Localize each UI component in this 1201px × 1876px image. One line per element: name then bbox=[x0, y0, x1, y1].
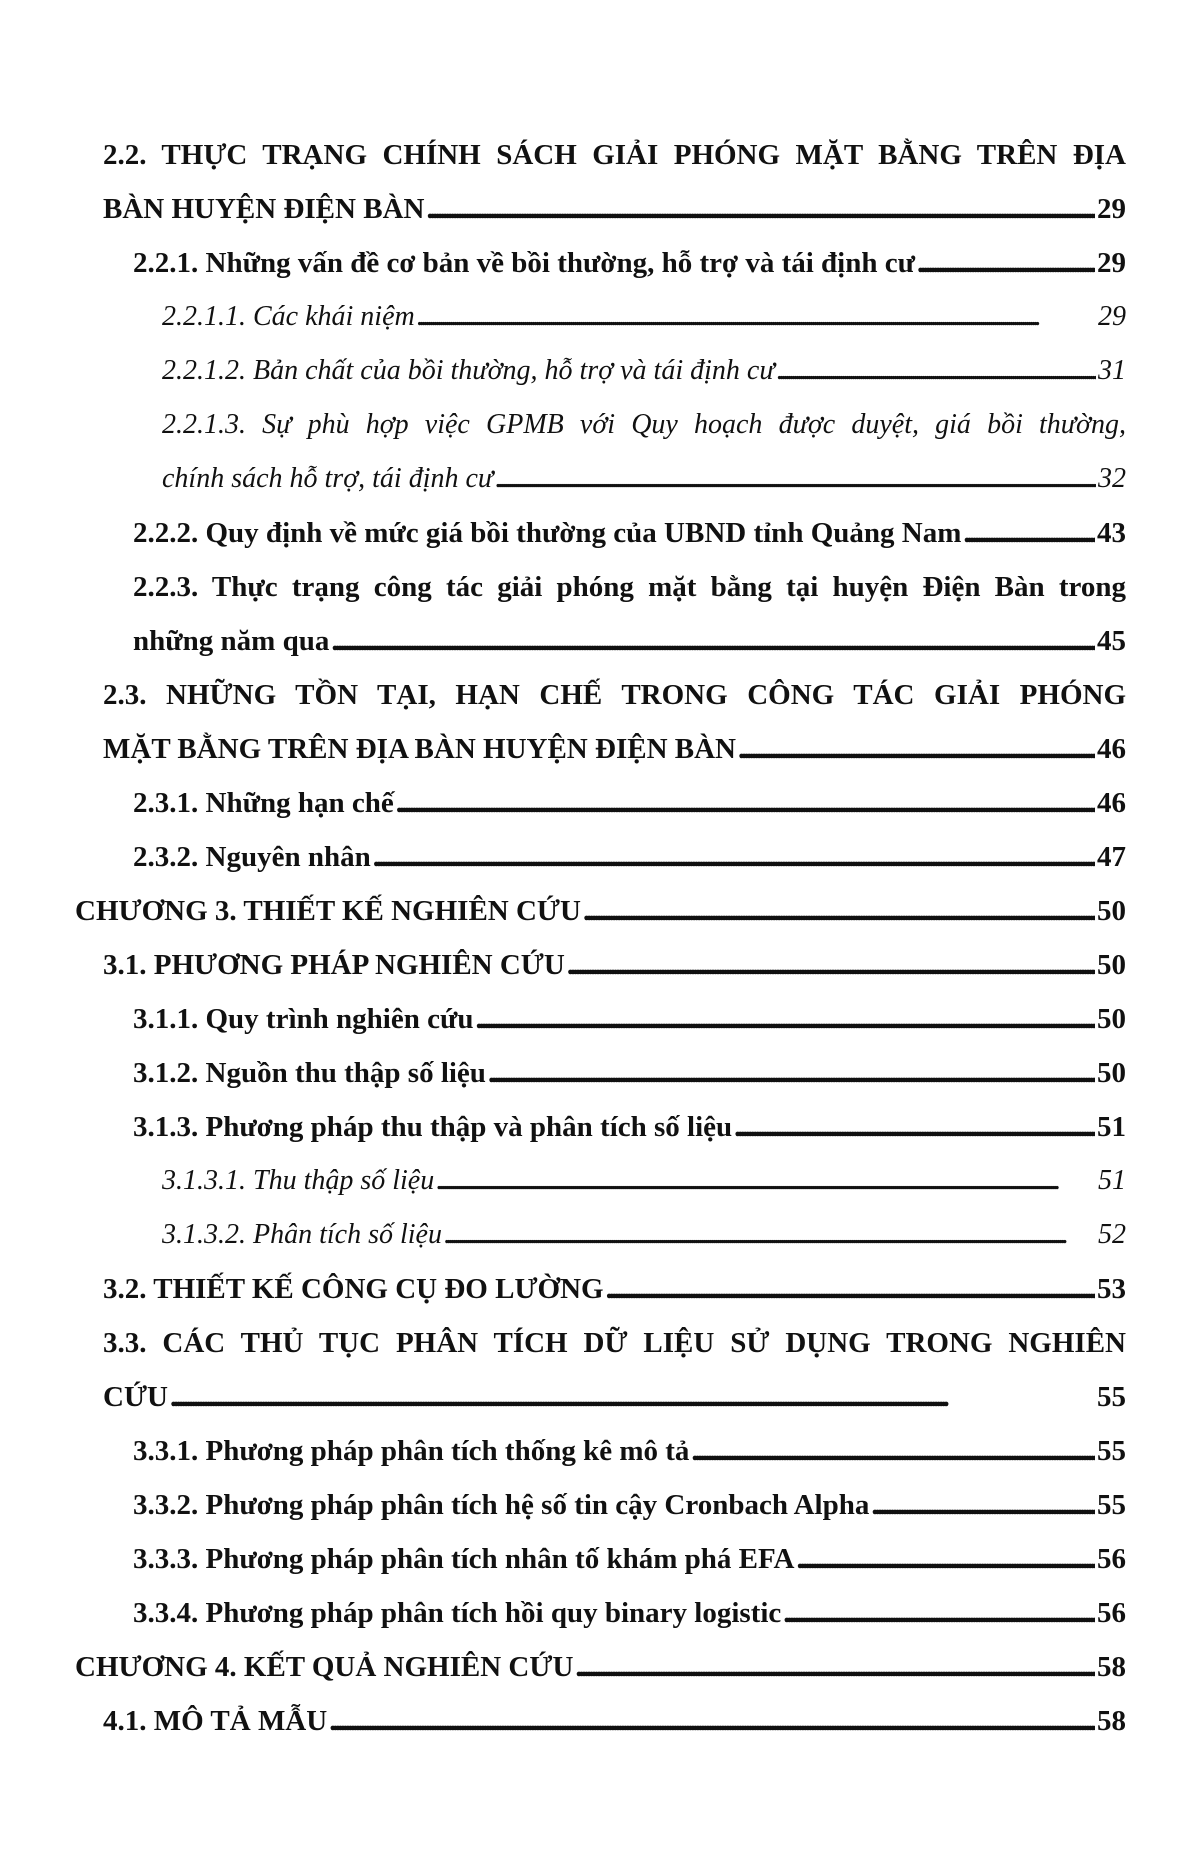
toc-page-number: 51 bbox=[1098, 1165, 1126, 1196]
toc-page-number: 50 bbox=[1097, 1057, 1126, 1089]
toc-page-number: 29 bbox=[1097, 193, 1126, 225]
dot-leader bbox=[396, 776, 1095, 830]
toc-entry-title: 3.3.1. Phương pháp phân tích thống kê mô tả bbox=[133, 1435, 690, 1467]
toc-page-number: 45 bbox=[1097, 625, 1126, 657]
toc-page-number: 47 bbox=[1097, 841, 1126, 873]
toc-entry[interactable] bbox=[0, 236, 1201, 290]
dot-leader bbox=[495, 452, 1096, 506]
dot-leader bbox=[329, 1694, 1095, 1748]
dot-leader bbox=[738, 722, 1095, 776]
dot-leader bbox=[444, 1208, 1096, 1262]
toc-entry[interactable] bbox=[0, 344, 1201, 398]
toc-entry[interactable] bbox=[0, 830, 1201, 884]
dot-leader bbox=[476, 992, 1096, 1046]
dot-leader bbox=[796, 1532, 1095, 1586]
toc-entry[interactable] bbox=[0, 1262, 1201, 1316]
toc-entry[interactable] bbox=[0, 1532, 1201, 1586]
toc-entry-title-line: 2.3. NHỮNG TỒN TẠI, HẠN CHẾ TRONG CÔNG TÁC GIẢI PHÓNG bbox=[103, 679, 1126, 711]
toc-entry-title: 3.2. THIẾT KẾ CÔNG CỤ ĐO LƯỜNG bbox=[103, 1273, 604, 1305]
toc-page-number: 58 bbox=[1097, 1705, 1126, 1737]
toc-entry-title: 3.1.3. Phương pháp thu thập và phân tích số liệu bbox=[133, 1111, 733, 1143]
dot-leader bbox=[575, 1640, 1095, 1694]
toc-entry-title-line: 3.3. CÁC THỦ TỤC PHÂN TÍCH DỮ LIỆU SỬ DỤNG TRONG NGHIÊN bbox=[103, 1327, 1126, 1359]
toc-page-number: 52 bbox=[1098, 1219, 1126, 1250]
toc-entry[interactable] bbox=[0, 1208, 1201, 1262]
toc-page-number: 46 bbox=[1097, 787, 1126, 819]
toc-entry[interactable] bbox=[0, 992, 1201, 1046]
dot-leader bbox=[373, 830, 1095, 884]
toc-page-number: 50 bbox=[1097, 949, 1126, 981]
toc-entry-title-line: 2.2. THỰC TRẠNG CHÍNH SÁCH GIẢI PHÓNG MẶT BẰNG TRÊN ĐỊA bbox=[103, 139, 1126, 171]
toc-entry-title: 2.3.2. Nguyên nhân bbox=[133, 841, 371, 873]
toc-entry-title-line: 2.2.1.3. Sự phù hợp việc GPMB với Quy hoạch được duyệt, giá bồi thường, bbox=[162, 409, 1126, 440]
dot-leader bbox=[691, 1424, 1095, 1478]
toc-entry[interactable] bbox=[0, 884, 1201, 938]
toc-page-number: 50 bbox=[1097, 895, 1126, 927]
toc-entry-title: 3.1.1. Quy trình nghiên cứu bbox=[133, 1003, 474, 1035]
toc-page-number: 56 bbox=[1097, 1597, 1126, 1629]
toc-entry[interactable] bbox=[0, 1586, 1201, 1640]
toc-entry-title: 3.3.4. Phương pháp phân tích hồi quy binary logistic bbox=[133, 1597, 782, 1629]
dot-leader bbox=[567, 938, 1095, 992]
toc-entry-title: BÀN HUYỆN ĐIỆN BÀN bbox=[103, 193, 425, 225]
toc-entry[interactable] bbox=[0, 1640, 1201, 1694]
dot-leader bbox=[417, 290, 1096, 344]
dot-leader bbox=[488, 1046, 1095, 1100]
dot-leader bbox=[331, 614, 1095, 668]
dot-leader bbox=[426, 182, 1095, 236]
dot-leader bbox=[436, 1154, 1096, 1208]
toc-entry-title: những năm qua bbox=[133, 625, 330, 657]
toc-entry-title: 3.1.2. Nguồn thu thập số liệu bbox=[133, 1057, 486, 1089]
dot-leader bbox=[583, 884, 1095, 938]
dot-leader bbox=[963, 506, 1095, 560]
dot-leader bbox=[170, 1370, 1095, 1424]
toc-entry-title-line: 2.2.3. Thực trạng công tác giải phóng mặt bằng tại huyện Điện Bàn trong bbox=[133, 571, 1126, 603]
toc-entry-title: 2.2.2. Quy định về mức giá bồi thường của UBND tỉnh Quảng Nam bbox=[133, 517, 962, 549]
toc-entry-title: CHƯƠNG 4. KẾT QUẢ NGHIÊN CỨU bbox=[75, 1651, 574, 1683]
dot-leader bbox=[777, 344, 1096, 398]
toc-entry[interactable] bbox=[0, 506, 1201, 560]
toc-entry-title: 4.1. MÔ TẢ MẪU bbox=[103, 1705, 328, 1737]
dot-leader bbox=[871, 1478, 1095, 1532]
dot-leader bbox=[917, 236, 1095, 290]
toc-entry[interactable] bbox=[0, 1100, 1201, 1154]
toc-entry[interactable] bbox=[0, 668, 1201, 776]
toc-page-number: 55 bbox=[1097, 1435, 1126, 1467]
toc-entry[interactable] bbox=[0, 1694, 1201, 1748]
toc-page-number: 58 bbox=[1097, 1651, 1126, 1683]
toc-entry-title: 2.2.1.2. Bản chất của bồi thường, hỗ trợ và tái định cư bbox=[162, 355, 775, 386]
toc-page-number: 31 bbox=[1098, 355, 1126, 386]
toc-page-number: 43 bbox=[1097, 517, 1126, 549]
toc-entry-title: 3.3.3. Phương pháp phân tích nhân tố khám phá EFA bbox=[133, 1543, 795, 1575]
toc-entry-title: 3.1.3.1. Thu thập số liệu bbox=[162, 1165, 435, 1196]
toc-entry[interactable] bbox=[0, 560, 1201, 668]
toc-entry[interactable] bbox=[0, 1154, 1201, 1208]
toc-page-number: 56 bbox=[1097, 1543, 1126, 1575]
toc-entry-title: CỨU bbox=[103, 1381, 168, 1413]
toc-entry[interactable] bbox=[0, 1478, 1201, 1532]
toc-entry-title: 2.2.1.1. Các khái niệm bbox=[162, 301, 415, 332]
toc-page-number: 55 bbox=[1097, 1381, 1126, 1413]
toc-entry[interactable] bbox=[0, 1424, 1201, 1478]
toc-entry-title: 2.3.1. Những hạn chế bbox=[133, 787, 394, 819]
toc-page-number: 29 bbox=[1097, 247, 1126, 279]
toc-entry-title: CHƯƠNG 3. THIẾT KẾ NGHIÊN CỨU bbox=[75, 895, 581, 927]
toc-entry[interactable] bbox=[0, 128, 1201, 236]
toc-page-number: 55 bbox=[1097, 1489, 1126, 1521]
toc-page-number: 32 bbox=[1098, 463, 1126, 494]
toc-entry[interactable] bbox=[0, 1046, 1201, 1100]
dot-leader bbox=[734, 1100, 1095, 1154]
dot-leader bbox=[783, 1586, 1095, 1640]
toc-entry-title: chính sách hỗ trợ, tái định cư bbox=[162, 463, 494, 494]
toc-entry[interactable] bbox=[0, 776, 1201, 830]
toc-page-number: 46 bbox=[1097, 733, 1126, 765]
dot-leader bbox=[606, 1262, 1095, 1316]
toc-entry-title: 3.1. PHƯƠNG PHÁP NGHIÊN CỨU bbox=[103, 949, 565, 981]
toc-page-number: 50 bbox=[1097, 1003, 1126, 1035]
toc-entry-title: 2.2.1. Những vấn đề cơ bản về bồi thường, hỗ trợ và tái định cư bbox=[133, 247, 915, 279]
toc-entry[interactable] bbox=[0, 938, 1201, 992]
toc-entry[interactable] bbox=[0, 398, 1201, 506]
toc-entry-title: MẶT BẰNG TRÊN ĐỊA BÀN HUYỆN ĐIỆN BÀN bbox=[103, 733, 736, 765]
toc-page-number: 53 bbox=[1097, 1273, 1126, 1305]
table-of-contents bbox=[0, 128, 1201, 1748]
toc-entry[interactable] bbox=[0, 290, 1201, 344]
toc-entry-title: 3.3.2. Phương pháp phân tích hệ số tin cậy Cronbach Alpha bbox=[133, 1489, 870, 1521]
toc-page-number: 51 bbox=[1097, 1111, 1126, 1143]
toc-page-number: 29 bbox=[1098, 301, 1126, 332]
toc-entry-title: 3.1.3.2. Phân tích số liệu bbox=[162, 1219, 442, 1250]
toc-entry[interactable] bbox=[0, 1316, 1201, 1424]
